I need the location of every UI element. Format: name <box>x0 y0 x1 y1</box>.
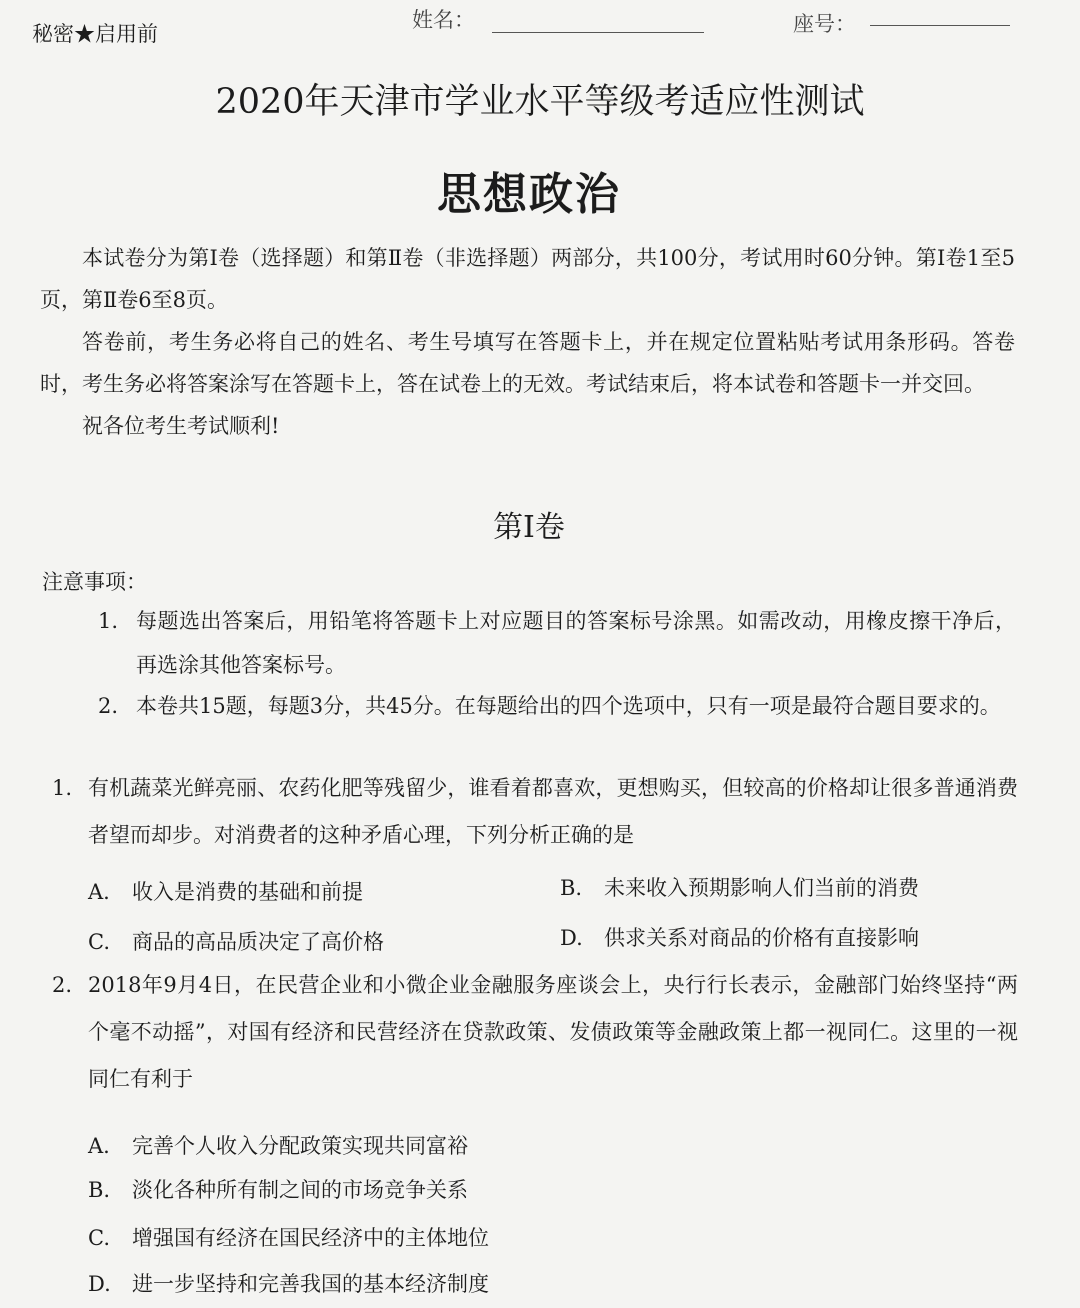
option-text: 商品的高品质决定了高价格 <box>132 930 384 954</box>
subject-title: 思想政治 <box>437 169 621 220</box>
exam-instructions <box>40 237 1015 447</box>
name-blank-line <box>492 32 704 33</box>
instruction-paragraph: 祝各位考生考试顺利! <box>82 414 280 438</box>
question-2 <box>52 962 1018 1103</box>
option-a <box>88 1130 468 1160</box>
notice-item <box>98 599 1016 687</box>
instruction-paragraph: 答卷前，考生务必将自己的姓名、考生号填写在答题卡上，并在规定位置粘贴考试用条形码。答卷时，考生务必将答案涂写在答题卡上，答在试卷上的无效。考试结束后，将本试卷和答题卡一并交回。 <box>40 330 1015 396</box>
notice-item <box>98 684 1016 728</box>
notice-title: 注意事项： <box>42 570 147 594</box>
option-letter: C. <box>88 1226 110 1250</box>
option-letter: D. <box>88 1272 111 1296</box>
option-letter: B. <box>560 876 583 900</box>
name-label: 姓名： <box>412 8 475 32</box>
exam-title: 2020年天津市学业水平等级考适应性测试 <box>215 82 865 122</box>
option-letter: B. <box>88 1178 111 1202</box>
notice-number: 1. <box>98 609 119 633</box>
option-c <box>88 1222 489 1252</box>
option-b <box>88 1174 468 1204</box>
seat-label: 座号： <box>793 12 856 36</box>
confidential-mark: 秘密★启用前 <box>32 22 158 46</box>
option-text: 淡化各种所有制之间的市场竞争关系 <box>132 1178 468 1202</box>
option-letter: C. <box>88 930 110 954</box>
option-text: 收入是消费的基础和前提 <box>132 880 363 904</box>
instruction-paragraph: 本试卷分为第Ⅰ卷（选择题）和第Ⅱ卷（非选择题）两部分，共100分，考试用时60分钟。第Ⅰ卷1至5页，第Ⅱ卷6至8页。 <box>40 246 1015 312</box>
option-b <box>560 872 919 902</box>
question-stem: 有机蔬菜光鲜亮丽、农药化肥等残留少，谁看着都喜欢，更想购买，但较高的价格却让很多普通消费者望而却步。对消费者的这种矛盾心理，下列分析正确的是 <box>88 776 1018 847</box>
option-letter: D. <box>560 926 583 950</box>
volume-title: 第Ⅰ卷 <box>493 510 565 545</box>
option-letter: A. <box>88 880 110 904</box>
notice-text: 本卷共15题，每题3分，共45分。在每题给出的四个选项中，只有一项是最符合题目要求的。 <box>136 694 1001 718</box>
option-text: 供求关系对商品的价格有直接影响 <box>604 926 919 950</box>
option-c <box>88 926 384 956</box>
option-text: 进一步坚持和完善我国的基本经济制度 <box>132 1272 489 1296</box>
question-stem: 2018年9月4日，在民营企业和小微企业金融服务座谈会上，央行行长表示，金融部门始终坚持“两个毫不动摇”，对国有经济和民营经济在贷款政策、发债政策等金融政策上都一视同仁。这里的一视同仁有利于 <box>88 973 1018 1091</box>
option-d <box>88 1268 489 1298</box>
question-number: 2. <box>52 973 73 997</box>
option-letter: A. <box>88 1134 110 1158</box>
option-d <box>560 922 919 952</box>
seat-blank-line <box>870 25 1010 26</box>
notice-number: 2. <box>98 694 119 718</box>
option-a <box>88 876 363 906</box>
option-text: 未来收入预期影响人们当前的消费 <box>604 876 919 900</box>
question-number: 1. <box>52 776 73 800</box>
question-1 <box>52 765 1018 859</box>
notice-text: 每题选出答案后，用铅笔将答题卡上对应题目的答案标号涂黑。如需改动，用橡皮擦干净后，再选涂其他答案标号。 <box>136 609 1016 677</box>
option-text: 增强国有经济在国民经济中的主体地位 <box>132 1226 489 1250</box>
option-text: 完善个人收入分配政策实现共同富裕 <box>132 1134 468 1158</box>
